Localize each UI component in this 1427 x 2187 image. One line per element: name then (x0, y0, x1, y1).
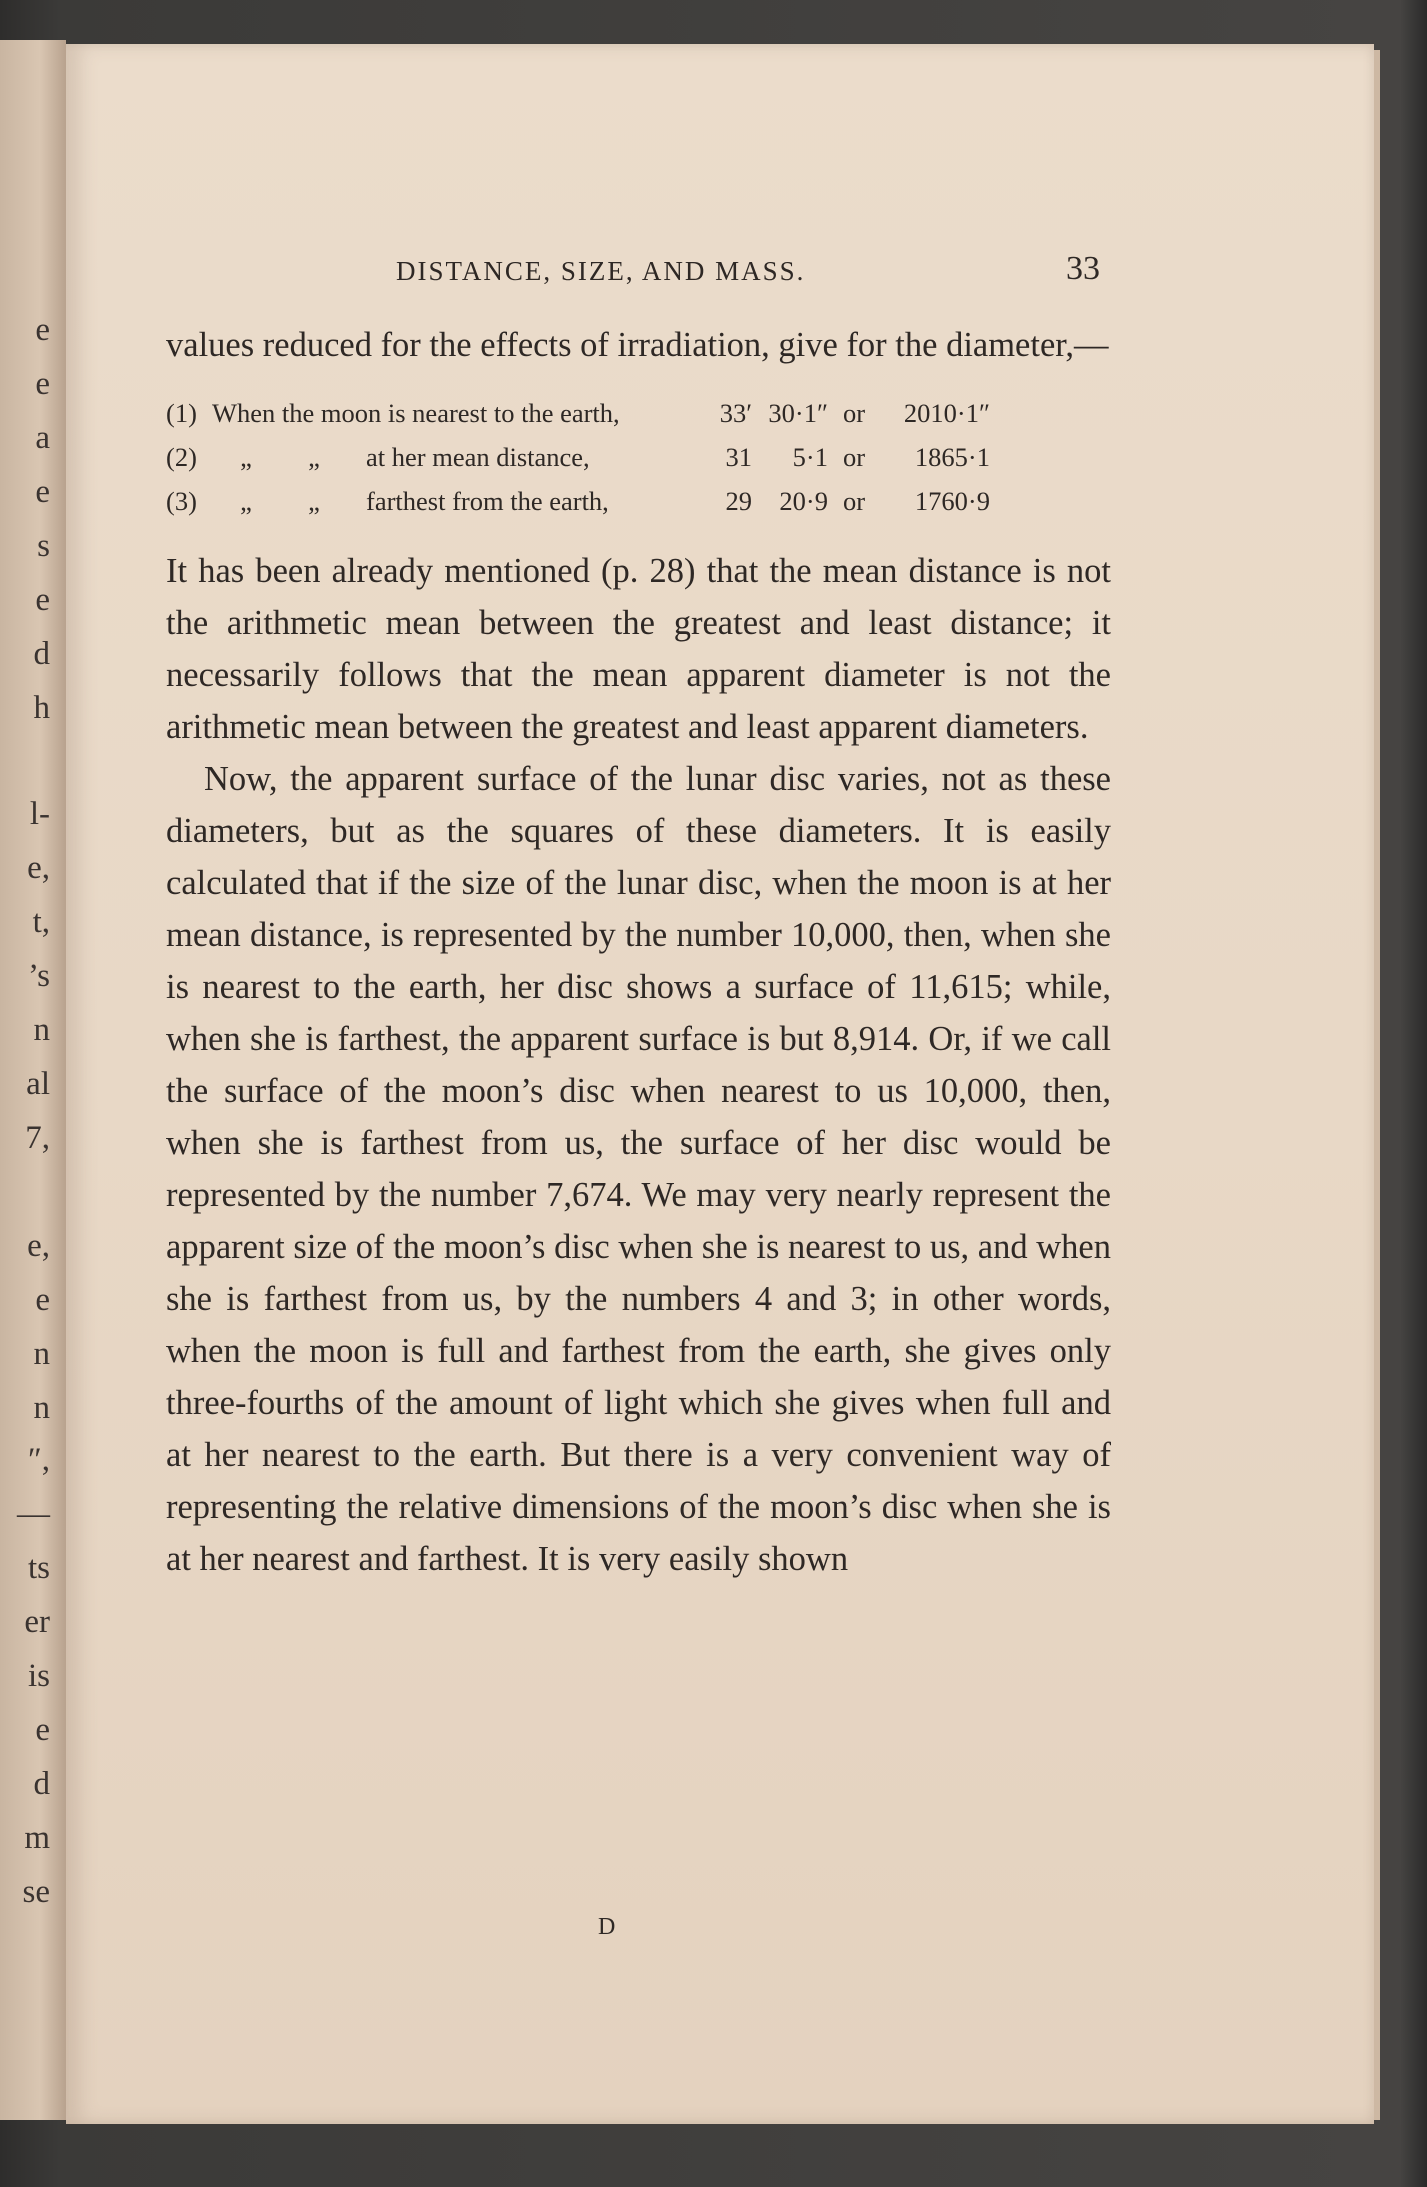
paragraph-mean-distance: It has been already mentioned (p. 28) that the mean distance is not the arithmetic mean between the greatest and least distance; it necessarily follows that the mean apparent diameter is not the arithmetic mean between the greatest and least apparent diameters. (166, 552, 1111, 746)
fragment: e (35, 474, 50, 510)
row-minutes: 31 (725, 442, 752, 472)
ditto-mark: „ (308, 486, 320, 516)
previous-page-edge (0, 40, 66, 2120)
diameter-table (166, 391, 1111, 523)
fragment: e, (27, 850, 50, 886)
fragment: e (35, 1282, 50, 1318)
fragment: a (35, 420, 50, 456)
fragment: is (27, 1658, 50, 1694)
fragment: d (33, 1766, 50, 1802)
page-edge (1374, 50, 1380, 2120)
fragment: se (22, 1874, 50, 1910)
fragment: e, (27, 1228, 50, 1264)
fragment: d (33, 636, 50, 672)
table-row (166, 435, 1111, 479)
row-label-group (212, 479, 690, 523)
fragment: l- (29, 796, 50, 832)
row-label-group (212, 435, 690, 479)
fragment: t, (32, 904, 50, 940)
fragment: n (33, 1390, 50, 1426)
row-total: 1760·9 (914, 486, 990, 516)
running-head: DISTANCE, SIZE, AND MASS. (396, 256, 806, 286)
paragraph-apparent-surface: Now, the apparent surface of the lunar disc varies, not as these diameters, but as the squares of these diameters. It is easily calculated that if the size of the lunar disc, when the moon is at her mean distance, is represented by the number 10,000, then, when she is nearest to the earth, her disc shows a surface of 11,615; while, when she is farthest, the apparent surface is but 8,914. Or, if we call the surface of the moon’s disc when nearest to us 10,000, then, when she is farthest from us, the surface of her disc would be represented by the number 7,674. We may very nearly represent the apparent size of the moon’s disc when she is nearest to us, and when she is farthest from us, by the numbers 4 and 3; in other words, when the moon is full and farthest from the earth, she gives only three-fourths of the amount of light which she gives when full and at her nearest to the earth. But there is a very convenient way of representing the relative dimensions of the moon’s disc when she is at her nearest and farthest. It is very easily shown (166, 760, 1111, 1578)
fragment: 7, (25, 1120, 50, 1156)
row-label: at her mean distance, (366, 442, 590, 472)
previous-page-fragments (0, 40, 58, 2120)
row-total: 2010·1″ (903, 398, 990, 428)
row-label: farthest from the earth, (366, 486, 609, 516)
fragment: e (35, 312, 50, 348)
ditto-mark: „ (308, 442, 320, 472)
row-number: (2) (166, 442, 197, 472)
fragment: m (24, 1820, 50, 1856)
fragment: e (35, 582, 50, 618)
row-number: (1) (166, 398, 197, 428)
fragment: al (26, 1066, 50, 1102)
fragment: n (33, 1336, 50, 1372)
fragment: er (24, 1604, 50, 1640)
fragment: — (17, 1496, 50, 1532)
fragment: h (33, 690, 50, 726)
row-seconds: 5·1 (792, 442, 828, 472)
fragment: ts (27, 1550, 50, 1586)
fragment: e (35, 1712, 50, 1748)
fragment: ’s (27, 958, 50, 994)
page-body (166, 319, 1111, 1585)
row-seconds: 30·1″ (768, 398, 828, 428)
signature-mark: D (598, 1914, 616, 1940)
row-or: or (842, 398, 866, 428)
row-number: (3) (166, 486, 197, 516)
row-seconds: 20·9 (779, 486, 828, 516)
fragment: e (35, 366, 50, 402)
fragment: ″, (28, 1442, 50, 1478)
row-or: or (842, 486, 866, 516)
book-page (66, 44, 1374, 2124)
fragment: s (37, 528, 50, 564)
fragment: n (33, 1012, 50, 1048)
page-number: 33 (1066, 250, 1100, 287)
row-or: or (842, 442, 866, 472)
intro-text: values reduced for the effects of irradiation, give for the diameter,— (166, 326, 1109, 364)
table-row (166, 391, 1111, 435)
ditto-mark: „ (240, 442, 252, 472)
row-total: 1865·1 (914, 442, 990, 472)
row-minutes: 33′ (719, 398, 752, 428)
row-minutes: 29 (725, 486, 752, 516)
ditto-mark: „ (240, 486, 252, 516)
table-row (166, 479, 1111, 523)
row-label: When the moon is nearest to the earth, (212, 398, 620, 428)
